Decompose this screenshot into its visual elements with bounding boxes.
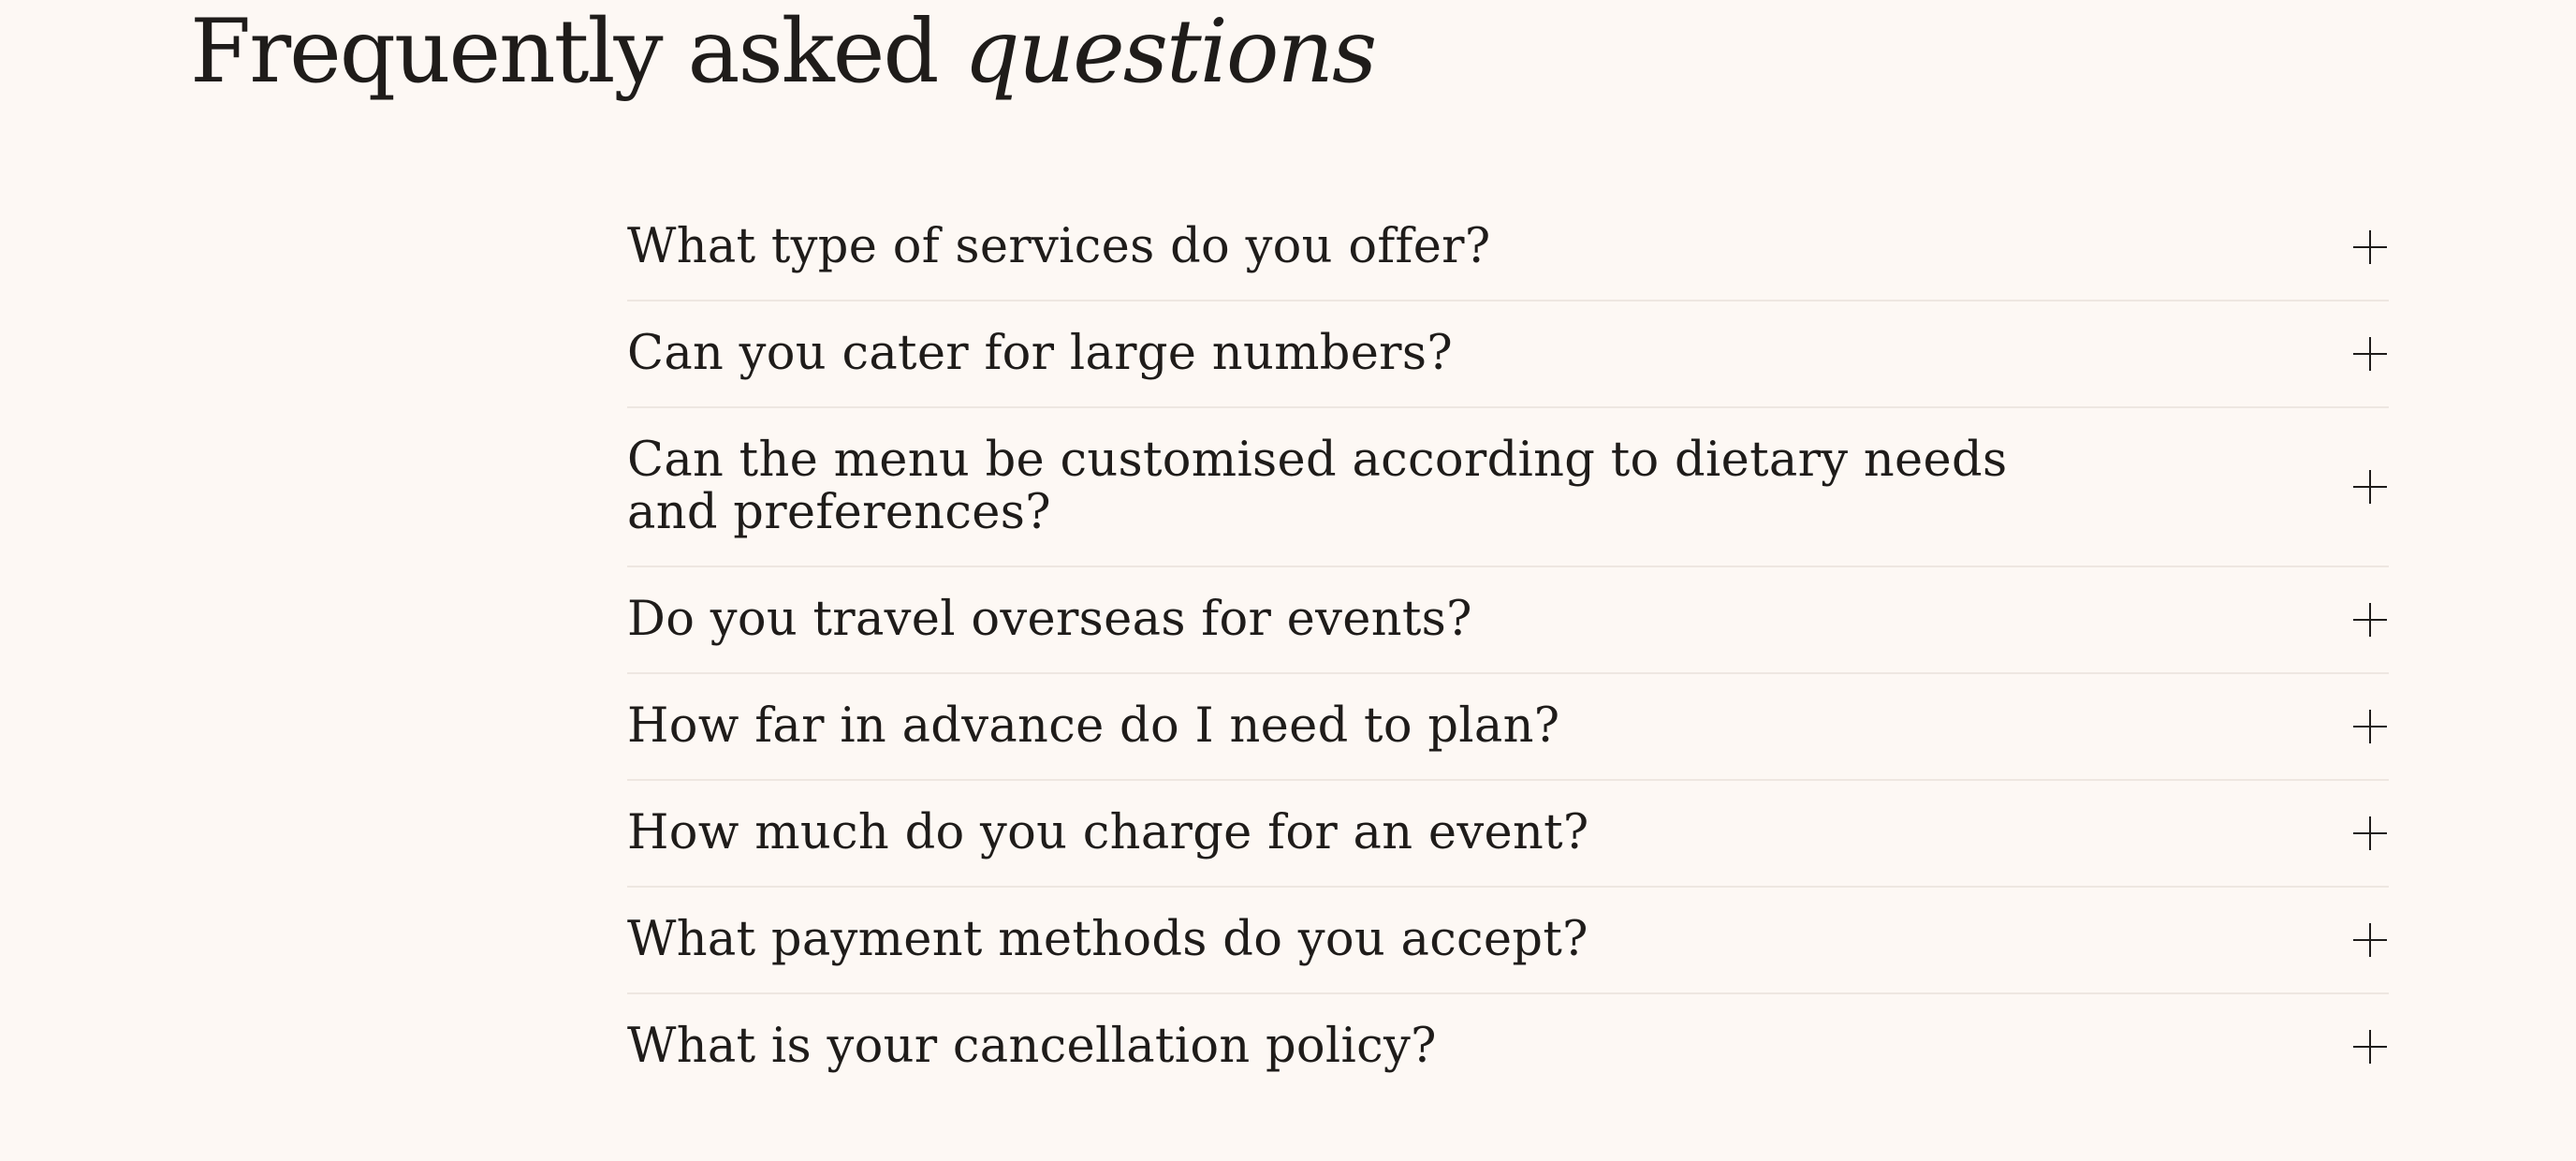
plus-icon[interactable] (2353, 337, 2387, 371)
plus-icon[interactable] (2353, 603, 2387, 637)
faq-item-cancellation[interactable] (627, 994, 2389, 1099)
plus-icon[interactable] (2353, 230, 2387, 264)
faq-item-services[interactable] (627, 195, 2389, 301)
faq-list (627, 195, 2389, 1099)
faq-item-pricing[interactable] (627, 781, 2389, 888)
faq-item-overseas[interactable] (627, 567, 2389, 674)
faq-question: What is your cancellation policy? (627, 1019, 1437, 1074)
faq-item-dietary-needs[interactable] (627, 408, 2389, 567)
faq-question: Can the menu be customised according to dietary needs and preferences? (627, 433, 2008, 540)
faq-heading (190, 0, 1375, 105)
faq-question: How much do you charge for an event? (627, 805, 1589, 860)
faq-question: How far in advance do I need to plan? (627, 698, 1560, 754)
faq-question: Do you travel overseas for events? (627, 592, 1472, 647)
faq-question: What type of services do you offer? (627, 219, 1491, 274)
faq-heading-italic: questions (963, 1, 1376, 103)
plus-icon[interactable] (2353, 470, 2387, 504)
plus-icon[interactable] (2353, 923, 2387, 957)
plus-icon[interactable] (2353, 816, 2387, 850)
plus-icon[interactable] (2353, 710, 2387, 743)
faq-item-payment-methods[interactable] (627, 888, 2389, 994)
faq-item-advance-planning[interactable] (627, 674, 2389, 781)
faq-item-large-numbers[interactable] (627, 301, 2389, 408)
plus-icon[interactable] (2353, 1030, 2387, 1064)
faq-heading-main: Frequently asked (190, 1, 938, 103)
faq-question: Can you cater for large numbers? (627, 326, 1453, 381)
faq-question: What payment methods do you accept? (627, 912, 1588, 967)
